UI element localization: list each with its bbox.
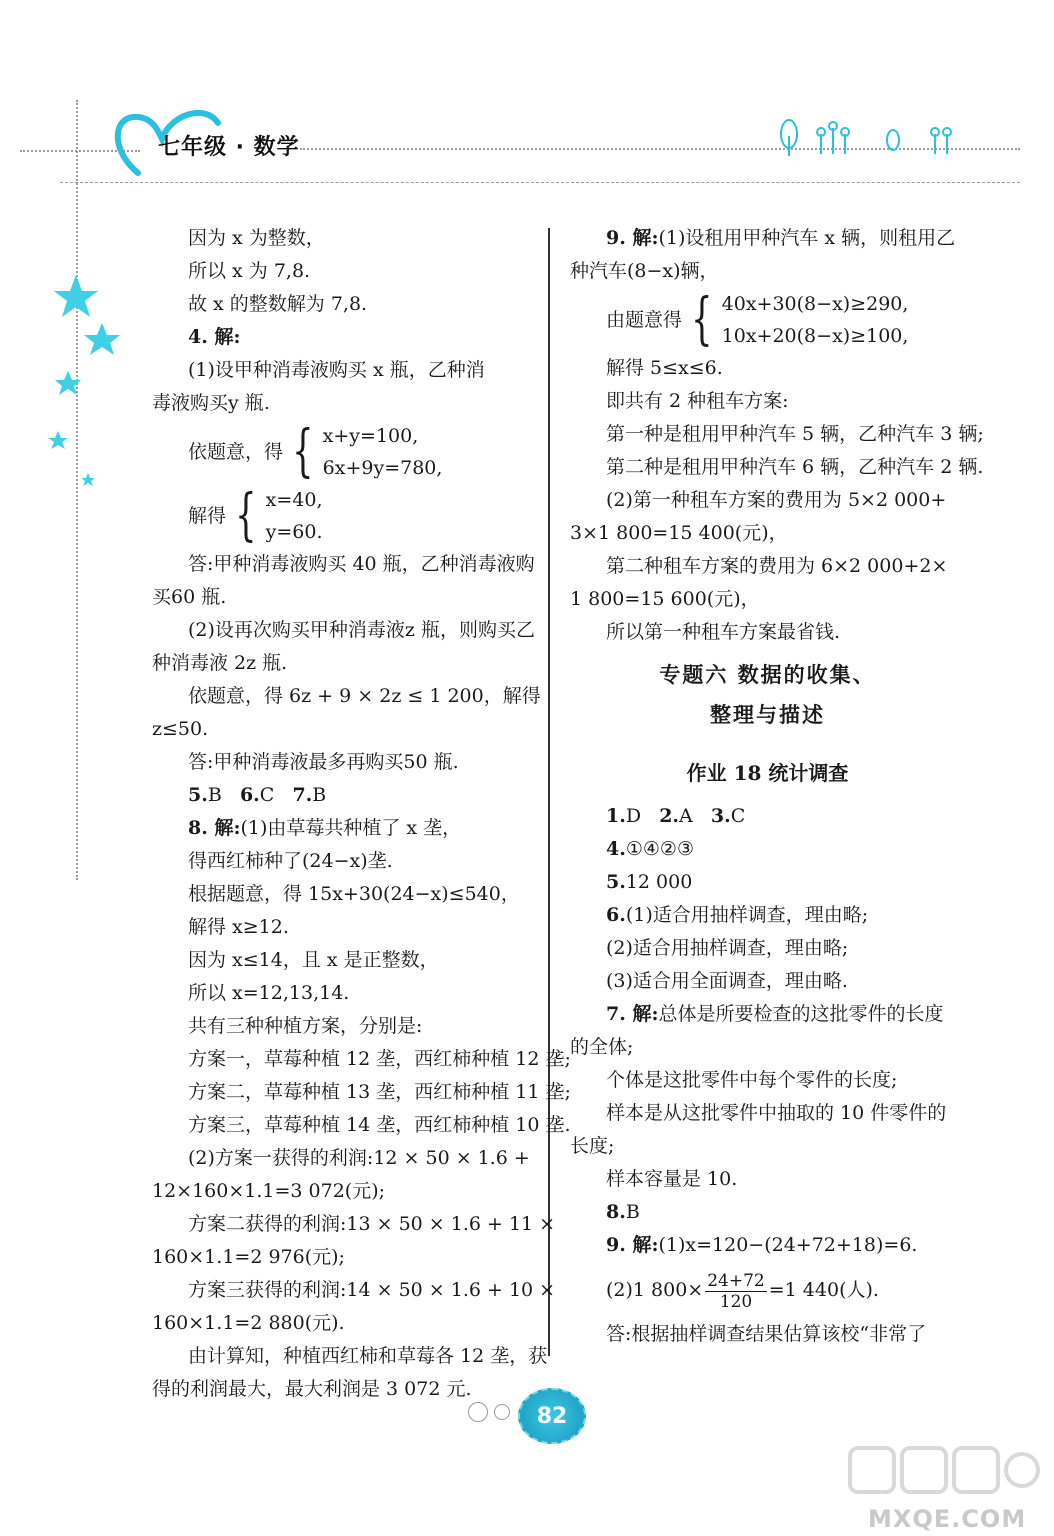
- brace-icon: {: [235, 483, 257, 548]
- item-text: 所以 x=12,13,14.: [188, 982, 350, 1004]
- equation-lead: 依题意，得: [188, 440, 284, 463]
- text-line: [570, 255, 965, 288]
- item-text: 种汽车(8−x)辆，: [570, 260, 719, 282]
- text-line: [570, 222, 965, 255]
- text-line: [152, 581, 537, 614]
- equation-line: 40x+30(8−x)≥290,: [721, 293, 909, 315]
- text-line: [152, 387, 537, 420]
- text-line: [152, 1208, 556, 1241]
- text-line: [152, 845, 537, 878]
- equation-line: 10x+20(8−x)≥100,: [721, 325, 909, 347]
- item-text: 160×1.1=2 976(元);: [152, 1246, 345, 1268]
- right-column: [570, 222, 984, 1351]
- text-line: [152, 713, 537, 746]
- item-text: 得的利润最大，最大利润是 3 072 元.: [152, 1378, 472, 1400]
- page-deco-circle-2: [494, 1404, 510, 1420]
- item-text: C: [259, 784, 293, 806]
- text-line: [570, 899, 965, 932]
- item-text: 样本是从这批零件中抽取的 10 件零件的: [606, 1102, 947, 1124]
- item-text: (1)设甲种消毒液购买 x 瓶，乙种消: [188, 359, 485, 381]
- text-line: [152, 1109, 571, 1142]
- text-line: [152, 222, 537, 255]
- homework-title: 作业 18 统计调查: [686, 761, 849, 785]
- item-number: 1.: [606, 805, 626, 827]
- text-line: [570, 1163, 965, 1196]
- item-text: (2)第一种租车方案的费用为 5×2 000+: [606, 489, 947, 511]
- item-number: 5.: [606, 871, 626, 893]
- item-text: 由计算知，种植西红柿和草莓各 12 垄，获: [188, 1345, 548, 1367]
- text-line: [570, 1031, 965, 1064]
- item-text: 3×1 800=15 400(元)，: [570, 522, 788, 544]
- item-text: D: [625, 805, 660, 827]
- equation-lead: 由题意得: [606, 308, 683, 331]
- item-text: z≤50.: [152, 718, 209, 740]
- text-line: [152, 1340, 548, 1373]
- item-text: 160×1.1=2 880(元).: [152, 1312, 345, 1334]
- item-text: 毒液购买y 瓶.: [152, 392, 270, 414]
- item-text: 种消毒液 2z 瓶.: [152, 652, 288, 674]
- item-text: B: [312, 784, 327, 806]
- text-line: [570, 1097, 965, 1130]
- equation-line: x=40,: [265, 489, 323, 511]
- item-text: (1)x=120−(24+72+18)=6.: [658, 1234, 918, 1256]
- right-column-part-2: [570, 800, 965, 1262]
- item-number: 8.: [606, 1201, 626, 1223]
- item-text: 总体是所要检查的这批零件的长度: [658, 1003, 944, 1025]
- item-text: 第二种是租用甲种汽车 6 辆，乙种汽车 2 辆.: [606, 456, 984, 478]
- item-number: 6.: [239, 784, 260, 806]
- item-text: (2)设再次购买甲种消毒液z 瓶，则购买乙: [188, 619, 535, 641]
- text-line: [570, 998, 965, 1031]
- item-text: 方案一，草莓种植 12 垄，西红柿种植 12 垄;: [188, 1048, 571, 1070]
- page-deco-circle-1: [468, 1402, 488, 1422]
- text-line: [152, 1175, 537, 1208]
- text-line: [152, 1241, 537, 1274]
- text-line: [152, 911, 537, 944]
- item-number: 5.: [188, 784, 208, 806]
- text-line: [570, 932, 965, 965]
- text-line: [152, 548, 537, 581]
- item-text: (1)适合用抽样调查，理由略;: [625, 904, 869, 926]
- item-text: 12×160×1.1=3 072(元);: [152, 1180, 386, 1202]
- text-line: [152, 1043, 571, 1076]
- text-line: [152, 1010, 537, 1043]
- item-text: 解得 5≤x≤6.: [606, 357, 723, 379]
- text-line: [152, 288, 537, 321]
- text-line: [152, 977, 537, 1010]
- text-line: [570, 1130, 965, 1163]
- item-text: 的全体;: [570, 1036, 634, 1058]
- equation-system: [152, 420, 537, 484]
- tree-decoration-icon: [775, 118, 975, 158]
- brace-icon: {: [691, 287, 713, 352]
- text-line: [570, 517, 965, 550]
- text-line: [570, 866, 965, 899]
- text-line: [152, 680, 541, 713]
- text-line: [152, 647, 537, 680]
- fraction: [705, 1271, 767, 1312]
- item-text: C: [730, 805, 746, 827]
- item-number: 9. 解:: [606, 227, 659, 249]
- equation-lead: 解得: [188, 504, 227, 527]
- item-text: 答:甲种消毒液购买 40 瓶，乙种消毒液购: [188, 553, 535, 575]
- item-text: 长度;: [570, 1135, 615, 1157]
- item-number: 3.: [710, 805, 731, 827]
- item-text: 得西红柿种了(24−x)垄.: [188, 850, 393, 872]
- text-line: [570, 833, 965, 866]
- page-number: 82: [518, 1388, 586, 1444]
- item-text: (3)适合用全面调查，理由略.: [606, 970, 848, 992]
- fraction-pre: (2)1 800×: [606, 1279, 704, 1301]
- text-line: [570, 550, 965, 583]
- left-column: [152, 222, 571, 1406]
- item-text: ①④②③: [625, 838, 694, 860]
- item-text: 即共有 2 种租车方案:: [606, 390, 789, 412]
- section-title-line-2: 整理与描述: [710, 702, 825, 727]
- item-text: 因为 x 为整数，: [188, 227, 325, 249]
- item-text: 根据题意，得 15x+30(24−x)≤540，: [188, 883, 520, 905]
- item-text: 方案三获得的利润:14 × 50 × 1.6 + 10 ×: [188, 1279, 556, 1301]
- text-line: [152, 746, 537, 779]
- item-text: 因为 x≤14，且 x 是正整数，: [188, 949, 439, 971]
- item-text: 第二种租车方案的费用为 6×2 000+2×: [606, 555, 948, 577]
- text-line: [570, 385, 965, 418]
- equation-lines: [722, 288, 909, 352]
- text-line: [152, 812, 537, 845]
- text-line: [570, 616, 965, 649]
- equation-system: [570, 288, 965, 352]
- equation-lines: [323, 420, 443, 484]
- item-number: 7.: [292, 784, 313, 806]
- text-line: [570, 1064, 965, 1097]
- text-line: [570, 451, 984, 484]
- item-number: 7. 解:: [606, 1003, 659, 1025]
- text-line: [570, 800, 965, 833]
- item-text: 答:甲种消毒液最多再购买50 瓶.: [188, 751, 459, 773]
- item-text: 解得 x≥12.: [188, 916, 289, 938]
- fraction-numerator: 24+72: [707, 1270, 765, 1291]
- item-text: 12 000: [625, 871, 693, 893]
- fraction-post: =1 440(人).: [768, 1279, 879, 1301]
- column-separator: [548, 228, 550, 1356]
- text-line: [152, 1274, 556, 1307]
- fraction-denominator: 120: [719, 1291, 753, 1312]
- item-text: (1)设租用甲种汽车 x 辆，则租用乙: [658, 227, 956, 249]
- brace-icon: {: [292, 419, 314, 484]
- item-number: 2.: [659, 805, 680, 827]
- section-title-line-1: 专题六 数据的收集、: [659, 662, 876, 687]
- item-text: B: [625, 1201, 640, 1223]
- text-line: [152, 321, 537, 387]
- item-number: 9. 解:: [606, 1234, 659, 1256]
- item-text: 第一种是租用甲种汽车 5 辆，乙种汽车 3 辆;: [606, 423, 984, 445]
- text-line: [152, 1076, 571, 1109]
- header-dotted-line-1: [20, 150, 140, 152]
- star-decoration-icon: [40, 265, 130, 495]
- header-dotted-line-3: [60, 182, 1020, 183]
- text-line: [152, 944, 537, 977]
- item-text: B: [207, 784, 240, 806]
- item-number: 4.: [606, 838, 626, 860]
- text-line: [152, 614, 537, 647]
- text-line: [570, 418, 984, 451]
- item-text: 1 800=15 600(元)，: [570, 588, 760, 610]
- text-line: [570, 965, 965, 998]
- item-text: 依题意，得 6z + 9 × 2z ≤ 1 200，解得: [188, 685, 541, 707]
- watermark-text: MXQE.COM: [868, 1505, 1027, 1533]
- last-line: 答:根据抽样调查结果估算该校“非常了: [606, 1323, 927, 1345]
- item-text: 所以第一种租车方案最省钱.: [606, 621, 841, 643]
- text-line: [152, 1142, 537, 1175]
- item-text: 共有三种种植方案，分别是:: [188, 1015, 423, 1037]
- header-title: 七年级 · 数学: [158, 135, 300, 160]
- item-text: (1)由草莓共种植了 x 垄，: [240, 817, 462, 839]
- item-text: 个体是这批零件中每个零件的长度;: [606, 1069, 898, 1091]
- text-line: [152, 255, 537, 288]
- item-text: (2)方案一获得的利润:12 × 50 × 1.6 +: [188, 1147, 530, 1169]
- item-text: 方案三，草莓种植 14 垄，西红柿种植 10 垄.: [188, 1114, 571, 1136]
- item-text: 买60 瓶.: [152, 586, 227, 608]
- item-number: 8. 解:: [188, 817, 241, 839]
- text-line: [152, 1307, 537, 1340]
- item-text: 样本容量是 10.: [606, 1168, 738, 1190]
- fraction-line: [570, 1268, 965, 1312]
- item-text: (2)适合用抽样调查，理由略;: [606, 937, 849, 959]
- item-number: 4. 解:: [188, 326, 241, 348]
- equation-line: 6x+9y=780,: [322, 457, 443, 479]
- text-line: [152, 1373, 537, 1406]
- text-line: [570, 484, 965, 517]
- text-line: [570, 583, 965, 616]
- item-text: A: [679, 805, 711, 827]
- item-text: 方案二，草莓种植 13 垄，西红柿种植 11 垄;: [188, 1081, 571, 1103]
- text-line: [570, 352, 965, 385]
- equation-line: y=60.: [265, 521, 323, 543]
- text-line: [570, 1196, 965, 1229]
- item-text: 方案二获得的利润:13 × 50 × 1.6 + 11 ×: [188, 1213, 556, 1235]
- item-number: 6.: [606, 904, 626, 926]
- item-text: 所以 x 为 7,8.: [188, 260, 311, 282]
- equation-lines: [266, 484, 323, 548]
- equation-line: x+y=100,: [322, 425, 419, 447]
- text-line: [152, 878, 537, 911]
- equation-system: [152, 484, 537, 548]
- text-line: [152, 779, 537, 812]
- right-column-part-1: [570, 222, 984, 649]
- text-line: [570, 1229, 965, 1262]
- item-text: 故 x 的整数解为 7,8.: [188, 293, 368, 315]
